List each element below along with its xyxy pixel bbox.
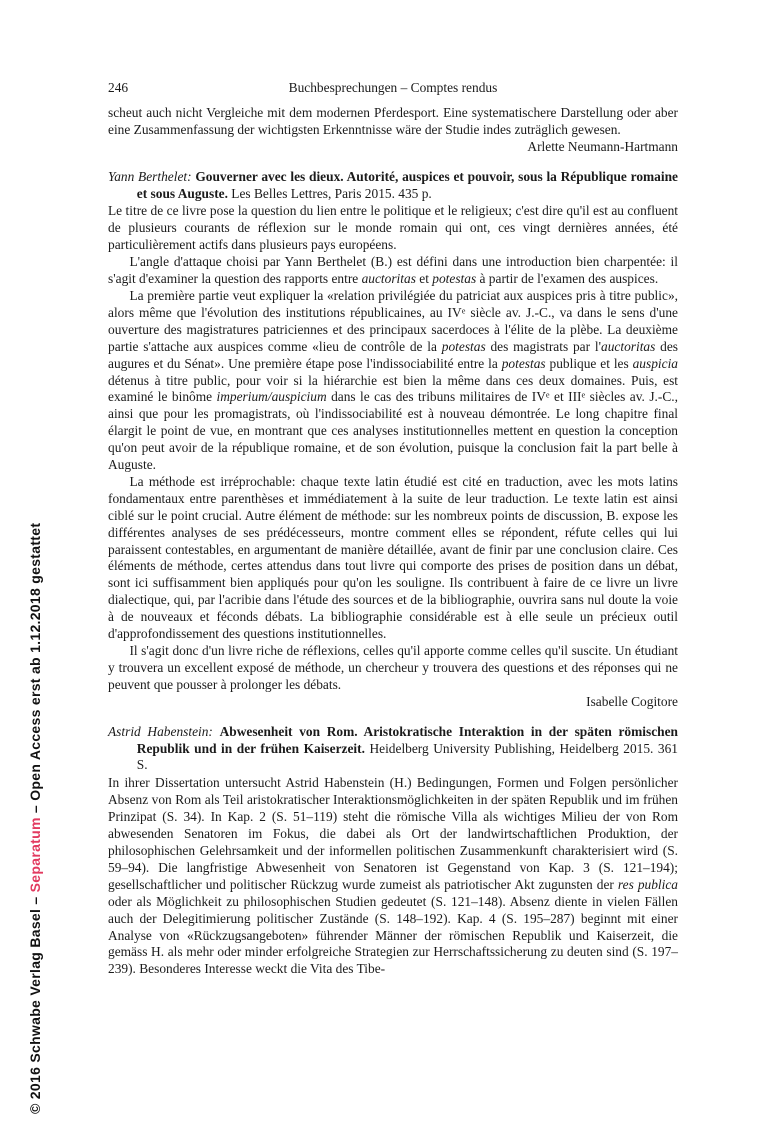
berthelet-paragraph-1: Le titre de ce livre pose la question du lien entre le politique et le religieux; c'est dire qu'il est au confluent de plusieurs courants de réflexion sur le monde romain qui ont, ces vingt dernières années, été particulièrement actifs dans plusieurs pays européens. xyxy=(108,203,678,253)
signature-cogitore: Isabelle Cogitore xyxy=(586,693,678,709)
habenstein-paragraph-1: In ihrer Dissertation untersucht Astrid Habenstein (H.) Bedingungen, Formen und Folgen persönlicher Absenz von Rom als Teil aristokratischer Interaktionsmöglichkeiten in der späten Republik und im frühen Prinzipat (S. 34). In Kap. 2 (S. 51–119) steht die römische Villa als wichtiges Milieu der von Rom abwesenden Senatoren im Fokus, die dabei als Ort der landwirtschaftlichen Produktion, der philosophischen Gelehrsamkeit und der informellen politischen Zusammenkunft charakterisiert wird (S. 59–94). Die langfristige Abwesenheit von Senatoren ist Gegenstand von Kap. 3 (S. 121–194); gesellschaftlicher und politischer Rückzug wurde zumeist als patriotischer Akt zugunsten der res publica oder als Möglichkeit zu philosophischen Studien gedeutet (S. 121–148). Absenz diente in vielen Fällen auch der Delegitimierung politischer Zustände (S. 148–192). Kap. 4 (S. 195–287) beginnt mit einer Analyse von «Rückzugsangeboten» führender Männer der römischen Republik und Kaiserzeit, die gemäss H. als mehr oder minder erfolgreiche Strategien zur Herrschaftssicherung zu deuten sind (S. 197–239). Besonderes Interesse weckt die Vita des Tibe- xyxy=(108,775,678,977)
review-heading-habenstein: Astrid Habenstein: Abwesenheit von Rom. Aristokratische Interaktion in der späten römischen Republik und in der frühen Kaiserzeit. Heidelberg University Publishing, Heidelberg 2015. 361 S. xyxy=(108,723,679,773)
copyright-suffix: – Open Access erst ab 1.12.2018 gestattet xyxy=(27,522,43,818)
copyright-prefix: © 2016 Schwabe Verlag Basel – xyxy=(27,892,43,1114)
page-number: 246 xyxy=(108,80,129,95)
berthelet-paragraph-4: La méthode est irréprochable: chaque texte latin étudié est cité en traduction, avec les mots latins fondamentaux entre parenthèses et immédiatement à la suite de leur traduction. Le texte latin est ainsi ciblé sur le point crucial. Autre élément de méthode: sur les nombreux points de discussion, B. expose les différentes analyses de ses prédécesseurs, montre comment elles se répondent, réfute celles qui lui paraissent contestables, en argumentant de manière détaillée, avant de finir par une conclusion claire. Ces éléments de méthode, certes attendus dans tout livre qui comporte des prises de position dans un débat, sont ici suffisamment bien appliqués pour qu'on les souligne. Ils contribuent à faire de ce livre un livre dialectique, qui, par l'acribie dans l'étude des sources et de la bibliographie, ouvrira sans nul doute la voie à de nouveaux et féconds débats. La bibliographie considérable est à elle seule un précieux outil d'approfondissement des questions institutionnelles. xyxy=(108,473,678,642)
copyright-sidebar xyxy=(27,523,43,1114)
berthelet-paragraph-2: L'angle d'attaque choisi par Yann Berthelet (B.) est défini dans une introduction bien charpentée: il s'agit d'examiner la question des rapports entre auctoritas et potestas à partir de l'examen des auspices. xyxy=(108,254,678,287)
paragraph-continuation: scheut auch nicht Vergleiche mit dem modernen Pferdesport. Eine systematischere Darstellung oder aber eine Zusammenfassung der wichtigsten Erkenntnisse wäre der Studie indes zuträglich gewesen. xyxy=(108,104,678,137)
separatum-label: Separatum xyxy=(27,817,43,893)
signature-neumann-hartmann: Arlette Neumann-Hartmann xyxy=(527,138,678,154)
berthelet-paragraph-5: Il s'agit donc d'un livre riche de réflexions, celles qu'il apporte comme celles qu'il suscite. Un étudiant y trouvera un excellent exposé de méthode, un chercheur y trouvera des questions et des réponses qui ne peuvent que pousser à prolonger les débats. xyxy=(108,643,678,692)
page-content xyxy=(108,105,678,978)
running-head: Buchbesprechungen – Comptes rendus xyxy=(288,80,498,95)
page-header xyxy=(108,80,678,97)
review-heading-berthelet: Yann Berthelet: Gouverner avec les dieux. Autorité, auspices et pouvoir, sous la République romaine et sous Auguste. Les Belles Lettres, Paris 2015. 435 p. xyxy=(108,168,678,201)
berthelet-paragraph-3: La première partie veut expliquer la «relation privilégiée du patriciat aux auspices pris à titre public», alors même que l'évolution des institutions républicaines, au IVe siècle av. J.-C., va dans le sens d'une ouverture des magistratures patriciennes et des principaux sacerdoces à l'élite de la plèbe. La deuxième partie s'attache aux auspices comme «lieu de contrôle de la potestas des magistrats par l'auctoritas des augures et du Sénat». Une première étape pose l'indissociabilité entre la potestas publique et les auspicia détenus à titre public, pour voir si la hiérarchie est bien la même dans ces deux domaines. Puis, est examiné le binôme imperium/auspicium dans le cas des tribuns militaires de IVe et IIIe siècles av. J.-C., ainsi que pour les promagistrats, où l'indissociabilité est à nouveau démontrée. Le long chapitre final élargit le point de vue, en montrant que ces analyses institutionnelles mettent en question la conception qu'on peut avoir de la république romaine, et de son évolution, puisque la conclusion fait la part belle à Auguste. xyxy=(108,287,678,473)
